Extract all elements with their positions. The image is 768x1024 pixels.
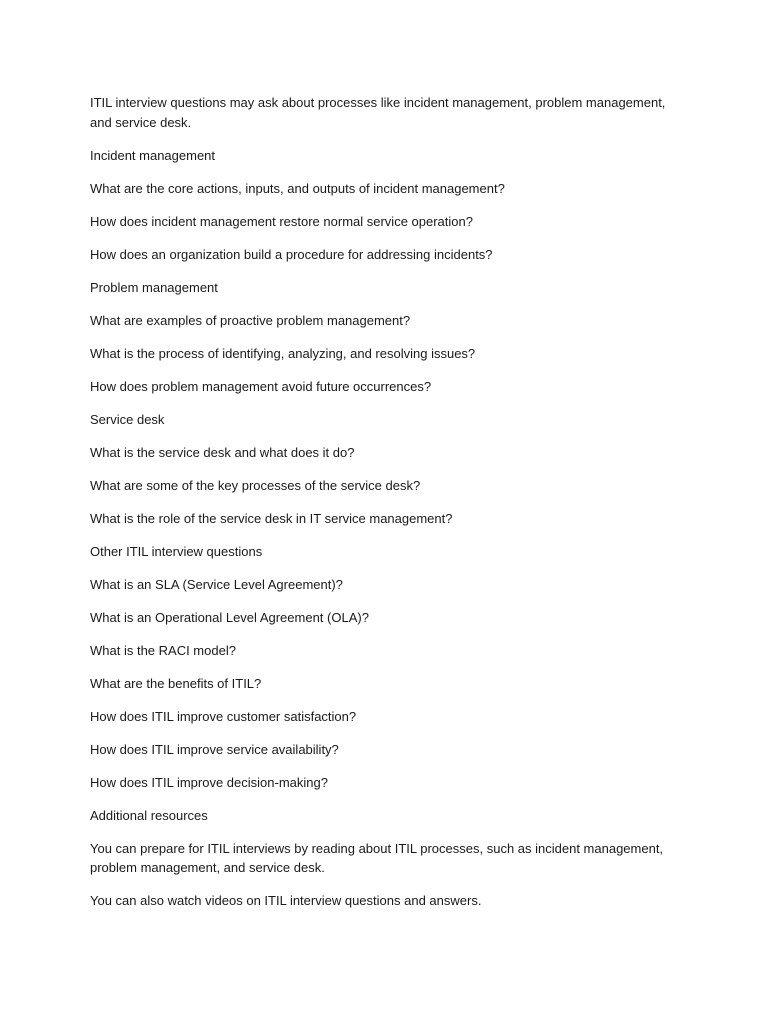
question-paragraph: What are the core actions, inputs, and outputs of incident management? xyxy=(90,180,505,196)
question-paragraph: What is the process of identifying, analyzing, and resolving issues? xyxy=(90,345,476,361)
question-paragraph: What is an SLA (Service Level Agreement)? xyxy=(90,576,343,592)
section-heading-problem-management: Problem management xyxy=(90,279,218,295)
question-paragraph: How does ITIL improve service availability? xyxy=(90,741,339,757)
resource-paragraph: You can also watch videos on ITIL interview questions and answers. xyxy=(90,893,482,908)
section-heading-other-questions: Other ITIL interview questions xyxy=(90,543,263,559)
question-paragraph: What is the service desk and what does it do? xyxy=(90,444,355,460)
section-heading-service-desk: Service desk xyxy=(90,411,165,427)
section-heading-additional-resources: Additional resources xyxy=(90,807,208,823)
resource-paragraph: You can prepare for ITIL interviews by reading about ITIL processes, such as incident management, problem management, and service desk. xyxy=(90,840,664,875)
question-paragraph: How does an organization build a procedure for addressing incidents? xyxy=(90,246,493,262)
question-paragraph: What are examples of proactive problem management? xyxy=(90,312,411,328)
document-body xyxy=(90,93,690,924)
question-paragraph: What is the RACI model? xyxy=(90,642,236,658)
question-paragraph: How does incident management restore normal service operation? xyxy=(90,213,473,229)
question-paragraph: What is an Operational Level Agreement (OLA)? xyxy=(90,609,369,625)
intro-paragraph: ITIL interview questions may ask about processes like incident management, problem management, and service desk. xyxy=(90,95,666,130)
question-paragraph: How does ITIL improve decision-making? xyxy=(90,774,328,790)
question-paragraph: How does ITIL improve customer satisfaction? xyxy=(90,708,357,724)
section-heading-incident-management: Incident management xyxy=(90,147,216,163)
question-paragraph: What are some of the key processes of the service desk? xyxy=(90,477,421,493)
question-paragraph: How does problem management avoid future occurrences? xyxy=(90,378,432,394)
question-paragraph: What is the role of the service desk in IT service management? xyxy=(90,510,453,526)
question-paragraph: What are the benefits of ITIL? xyxy=(90,675,262,691)
